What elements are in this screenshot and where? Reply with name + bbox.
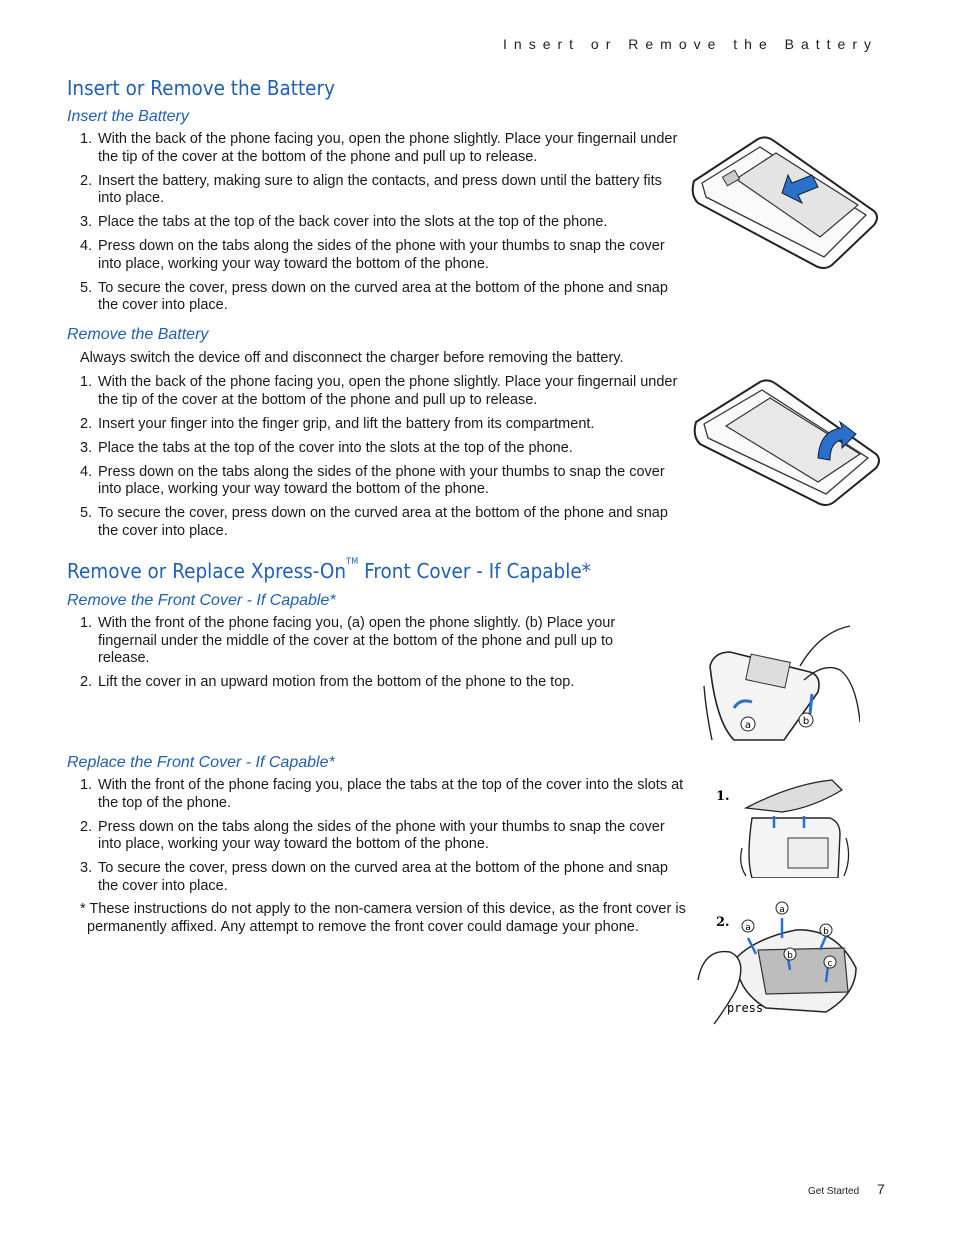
step-item [80,505,680,540]
step-number: 4. [80,463,93,480]
step-number: 1. [80,131,93,147]
step-number: 2. [80,674,93,690]
step-text: With the front of the phone facing you, place the tabs at the top of the cover into the slots at the top of the phone. [98,777,684,811]
subsection-title-insert: Insert the Battery [67,108,189,125]
figure-label-b-right: b [823,927,829,937]
step-text: Insert the battery, making sure to align the contacts, and press down until the battery fits into place. [98,172,662,206]
subsection-title-remove: Remove the Battery [67,326,209,343]
step-text: To secure the cover, press down on the curved area at the bottom of the phone and snap the cover into place. [98,505,668,539]
footnote: * These instructions do not apply to the non-camera version of this device, as the front cover is permanently affixed. Any attempt to remove the front cover could damage your phone. [80,901,686,935]
footer-section-name: Get Started [808,1186,860,1197]
figure-label-b-center: b [787,951,793,961]
step-item [80,131,680,166]
step-item [80,238,680,273]
step-item [80,214,680,232]
section-title-battery: Insert or Remove the Battery [67,76,335,100]
step-text: With the front of the phone facing you, (a) open the phone slightly. (b) Place your fingernail under the middle of the cover at the bottom of the phone and pull up to release. [98,615,616,666]
step-number: 2. [80,415,93,432]
step-item [80,440,680,458]
figure-step2-label: 2. [716,915,730,930]
figure-press-label: press [727,1001,764,1015]
remove-intro: Always switch the device off and disconnect the charger before removing the battery. [80,350,624,366]
figure-label-a: a [744,720,752,731]
step-item [80,464,680,499]
step-text: To secure the cover, press down on the curved area at the bottom of the phone and snap the cover into place. [98,279,668,313]
step-number: 3. [80,214,93,230]
remove-steps-list [80,374,680,547]
step-text: Press down on the tabs along the sides of the phone with your thumbs to snap the cover into place, working your way toward the bottom of the phone. [98,238,665,272]
figure-label-a-left: a [745,923,751,933]
step-text: Lift the cover in an upward motion from the bottom of the phone to the top. [98,674,575,690]
subsection-title-replace-front: Replace the Front Cover - If Capable* [67,754,335,771]
figure-step1-label: 1. [716,789,730,804]
remove-front-cover-illustration [700,622,860,744]
step-item [80,374,680,409]
step-text: Place the tabs at the top of the cover into the slots at the top of the phone. [98,439,573,456]
step-item [80,674,650,692]
step-number: 3. [80,439,93,456]
step-number: 4. [80,238,93,254]
remove-battery-illustration [690,378,882,508]
step-item [80,860,685,895]
trademark-mark: TM [346,557,359,567]
step-item [80,280,680,315]
step-text: To secure the cover, press down on the curved area at the bottom of the phone and snap the cover into place. [98,860,668,894]
step-text: Insert your finger into the finger grip, and lift the battery from its compartment. [98,415,595,432]
insert-battery-illustration [688,133,880,273]
replace-front-cover-step2-illustration [696,898,862,1026]
front-cover-title-main: Remove or Replace Xpress-On [67,559,347,583]
replace-front-cover-step1-illustration [712,778,857,878]
step-number: 1. [80,615,93,631]
figure-label-c: c [827,959,833,969]
insert-steps-list [80,131,680,321]
step-text: With the back of the phone facing you, open the phone slightly. Place your fingernail under the tip of the cover at the bottom of the phone and pull up to release. [98,131,678,165]
step-text: Press down on the tabs along the sides of the phone with your thumbs to snap the cover into place, working your way toward the bottom of the phone. [98,818,665,852]
step-number: 5. [80,505,93,521]
step-item [80,416,680,434]
step-number: 1. [80,374,93,390]
step-number: 5. [80,279,93,296]
replace-front-steps-list [80,777,685,902]
step-item [80,615,650,668]
running-head: Insert or Remove the Battery [503,36,878,52]
step-item [80,819,685,854]
step-number: 2. [80,172,93,189]
step-number: 2. [80,818,93,835]
step-number: 3. [80,860,93,876]
step-number: 1. [80,777,93,793]
remove-front-steps-list [80,615,650,698]
front-cover-title-suffix: Front Cover - If Capable* [358,559,591,583]
section-title-front-cover [67,559,591,583]
step-item [80,777,685,812]
subsection-title-remove-front: Remove the Front Cover - If Capable* [67,592,336,609]
step-text: Place the tabs at the top of the back cover into the slots at the top of the phone. [98,214,608,230]
step-text: With the back of the phone facing you, open the phone slightly. Place your fingernail under the tip of the cover at the bottom of the phone and pull up to release. [98,374,678,408]
figure-label-b: b [802,716,810,727]
figure-label-a-top: a [779,905,785,915]
step-text: Press down on the tabs along the sides of the phone with your thumbs to snap the cover into place, working your way toward the bottom of the phone. [98,463,665,497]
page-number: 7 [877,1181,885,1197]
step-item [80,173,680,208]
